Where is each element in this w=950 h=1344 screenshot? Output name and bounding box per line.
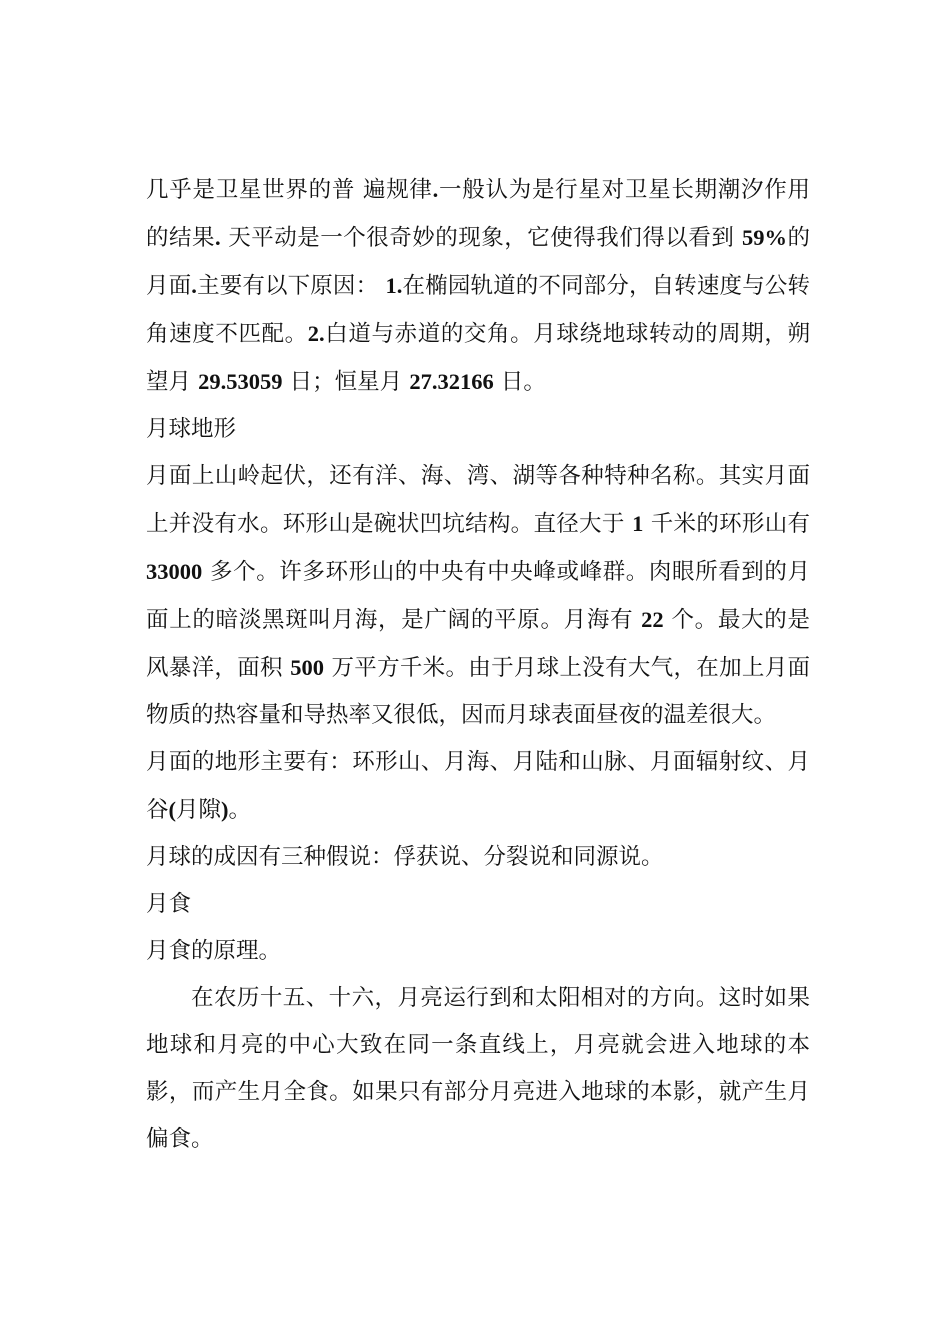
paragraph-eclipse: 在农历十五、十六，月亮运行到和太阳相对的方向。这时如果地球和月亮的中心大致在同一条直线上，月亮就会进入地球的本影，而产生月全食。如果只有部分月亮进入地球的本影，就产生月偏食。: [146, 985, 810, 1152]
text-run: 在椭园轨道的不同部分，自转速度与公转角速度不匹配。: [146, 273, 810, 347]
text-run: 日。: [493, 369, 546, 395]
text-run: 天平动是一个很奇妙的现象，它使得我们得以看到: [220, 225, 742, 251]
paragraph-terrain: [146, 453, 810, 739]
paragraph-libration: [146, 166, 810, 406]
text-run: 白道与赤道的交角。月球绕地球转动的周期，朔望月: [146, 321, 810, 395]
bold-text-run: .: [215, 225, 221, 250]
text-run: 月面上山岭起伏，还有洋、海、湾、湖等各种特种名称。其实月面上并没有水。环形山是碗状凹坑结构。直径大于: [146, 463, 810, 537]
bold-text-run: .: [191, 273, 197, 298]
paragraph-origin: 月球的成因有三种假说：俘获说、分裂说和同源说。: [146, 844, 664, 870]
bold-text-run: 59%: [741, 225, 787, 250]
bold-text-run: 29.53059: [198, 369, 283, 394]
text-run: 多个。许多环形山的中央有中央峰或峰群。肉眼所看到的月面上的暗淡黑斑叫月海，是广阔的平原。月海有: [146, 559, 810, 633]
heading-lunar-terrain: 月球地形: [146, 416, 237, 442]
bold-text-run: 33000: [146, 559, 203, 584]
text-run: 个。最大的是风暴洋，面积: [146, 607, 810, 681]
bold-text-run: 2.: [307, 321, 325, 346]
heading-eclipse-principle: 月食的原理。: [146, 938, 282, 964]
bold-text-run: 22: [641, 607, 664, 632]
text-run: 日；恒星月: [282, 369, 410, 395]
text-run: 主要有以下原因：: [196, 273, 386, 299]
bold-text-run: 27.32166: [409, 369, 494, 394]
text-run: 几乎是卫星世界的普 遍规律: [146, 177, 433, 203]
bold-text-run: 500: [290, 655, 325, 680]
text-run: 月面的地形主要有：环形山、月海、月陆和山脉、月面辐射纹、月谷: [146, 749, 810, 823]
bold-text-run: 1.: [385, 273, 403, 298]
paragraph-terrain-types: [146, 739, 810, 834]
bold-text-run: ): [221, 797, 229, 822]
text-run: 月隙: [176, 797, 222, 823]
text-run: 的月面: [146, 225, 810, 299]
bold-text-run: 1: [632, 511, 644, 536]
bold-text-run: (: [168, 797, 177, 822]
bold-text-run: .: [432, 177, 439, 202]
text-run: 千米的环形山有: [643, 511, 811, 537]
text-run: 一般认为是行星对卫星长期潮汐作用的结果: [146, 177, 810, 251]
text-run: 。: [228, 797, 252, 823]
document-page: [146, 166, 810, 1163]
text-run: 万平方千米。由于月球上没有大气，在加上月面物质的热容量和导热率又很低，因而月球表面昼夜的温差很大。: [146, 655, 810, 728]
heading-lunar-eclipse: 月食: [146, 891, 192, 917]
